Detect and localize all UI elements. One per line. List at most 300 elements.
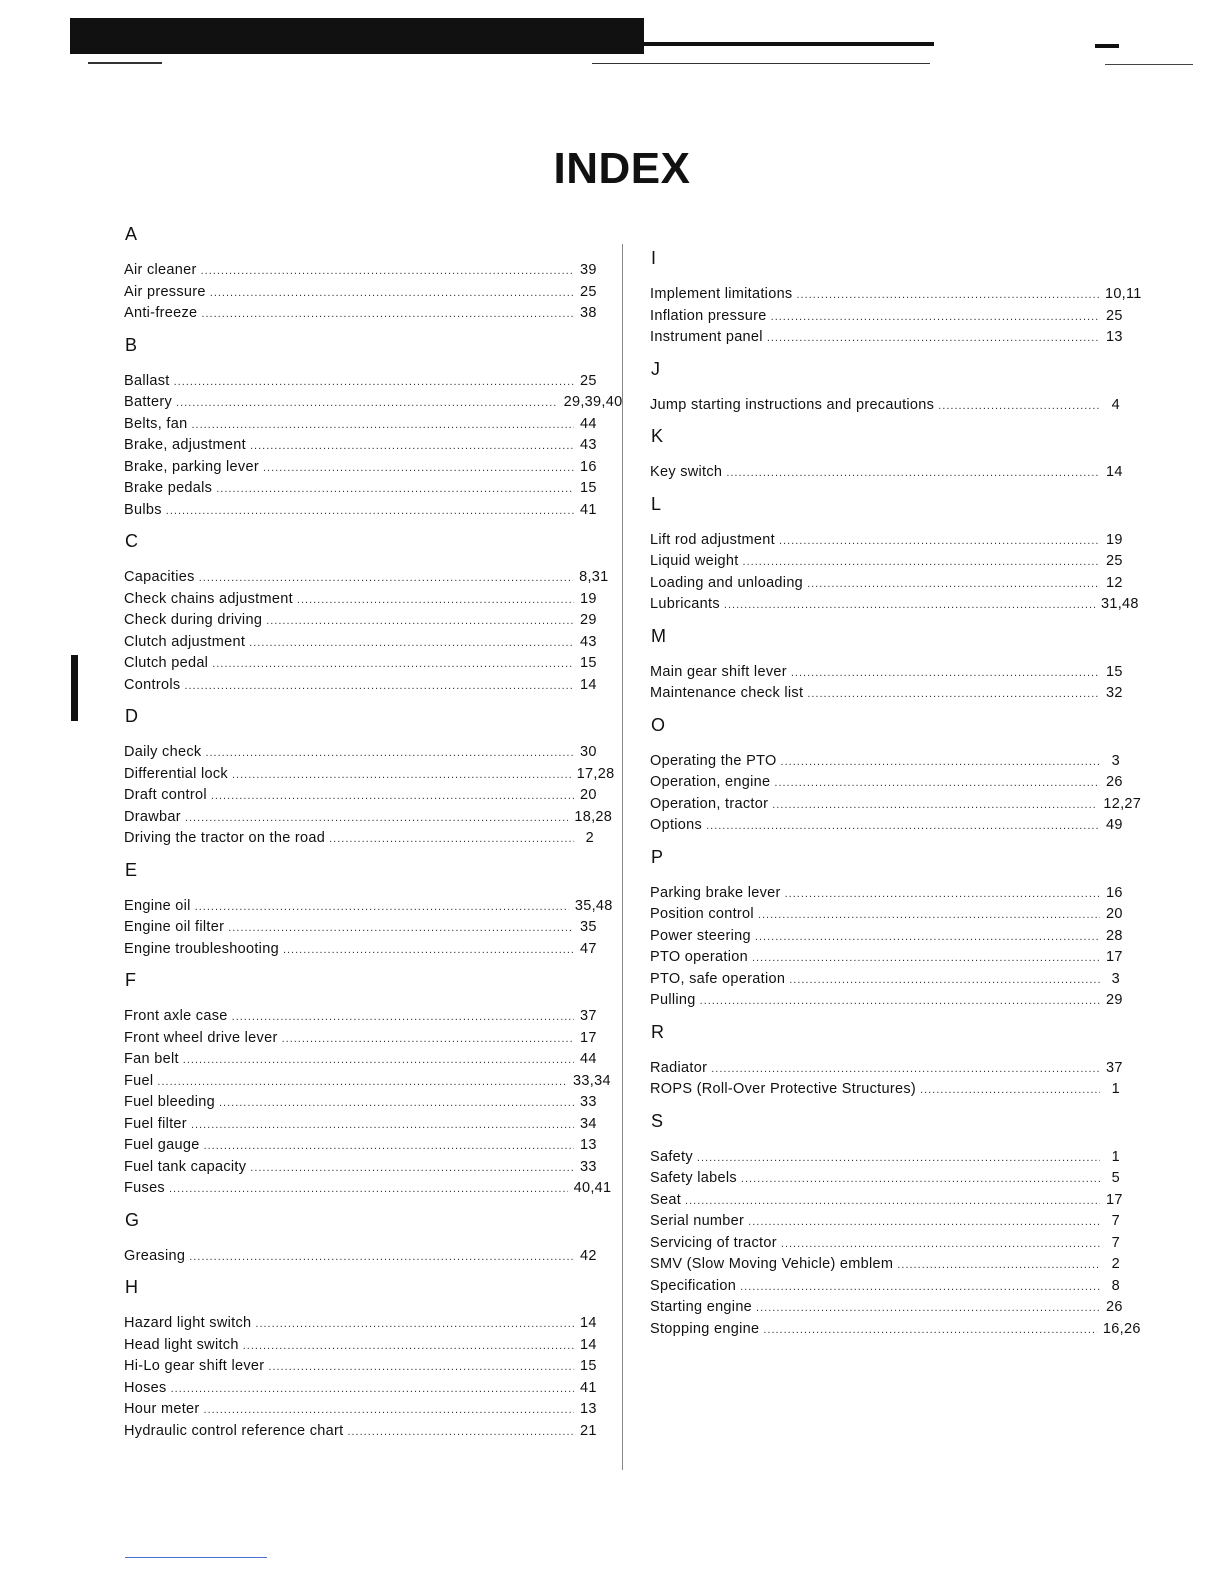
entry-term: Brake, parking lever [124,458,259,475]
dot-leader [216,479,574,501]
entry-term: Fuses [124,1180,165,1196]
index-group-e [124,858,613,961]
index-entry [650,926,1123,948]
entry-list [650,395,1120,417]
index-entry [650,1319,1141,1341]
dot-leader [283,940,574,962]
entry-page: 49 [1106,817,1123,833]
entry-page: 16,26 [1102,1320,1141,1337]
dot-leader [166,501,574,523]
index-entry [124,282,597,304]
index-entry [124,675,597,697]
index-entry [124,1135,597,1157]
entry-list [650,284,1142,349]
dot-leader [195,897,569,919]
section-letter: L [651,493,662,514]
index-entry [650,395,1120,417]
index-group-o [650,713,1142,837]
dot-leader [201,261,574,283]
entry-page: 25 [580,283,597,300]
section-letter: G [125,1209,140,1230]
page-title: INDEX [553,144,691,193]
entry-page: 16 [580,458,597,475]
index-group-c [124,529,609,696]
entry-term: Operating the PTO [650,752,777,769]
entry-page: 18,28 [574,808,613,825]
index-entry [124,414,597,436]
dot-leader [711,1059,1100,1081]
index-entry [124,500,597,522]
entry-list [124,896,613,961]
entry-page: 15 [580,480,597,496]
entry-term: Inflation pressure [650,307,767,324]
entry-list [650,462,1123,484]
index-entry [124,785,597,807]
index-entry [650,594,1139,616]
entry-page: 33 [580,1158,597,1175]
index-entry [124,303,597,325]
entry-term: Operation, engine [650,774,771,790]
entry-page: 3 [1111,970,1120,987]
index-group-j [650,357,1120,417]
entry-term: Differential lock [124,765,228,782]
entry-list [124,742,615,850]
entry-list [650,662,1123,705]
section-letter: H [125,1277,138,1297]
index-entry [124,1071,611,1093]
entry-term: Clutch adjustment [124,633,246,650]
index-group-f [124,968,612,1200]
entry-page: 28 [1106,927,1123,944]
index-group-g [124,1208,597,1268]
dot-leader [157,1072,567,1094]
column-divider [622,244,623,1470]
index-entry [650,751,1120,773]
section-letter: J [651,358,660,379]
index-entry [650,327,1123,349]
index-entry [124,917,597,939]
index-group-l [650,492,1139,616]
entry-page: 42 [580,1247,597,1264]
entry-page: 35 [580,919,597,935]
entry-term: Starting engine [650,1299,753,1315]
index-entry [124,457,597,479]
entry-term: Engine oil [124,897,191,914]
index-entry [124,1178,612,1200]
entry-term: Lubricants [650,596,720,612]
entry-page: 39 [580,262,597,278]
dot-leader [266,611,574,633]
index-entry [124,742,597,764]
index-entry [124,478,597,500]
index-entry [124,260,597,282]
dot-leader [268,1357,574,1379]
entry-term: Specification [650,1277,737,1294]
index-entry [650,947,1123,969]
index-entry [124,939,597,961]
entry-page: 14 [580,1336,597,1353]
entry-page: 25 [580,372,597,389]
entry-list [124,1246,597,1268]
entry-term: Head light switch [124,1336,239,1353]
entry-term: Serial number [650,1213,745,1229]
section-letter: P [651,846,664,867]
entry-page: 14 [1106,464,1123,480]
entry-term: Belts, fan [124,415,188,432]
entry-page: 41 [580,501,597,518]
entry-page: 38 [580,305,597,321]
entry-term: Liquid weight [650,553,739,569]
index-entry [124,896,613,918]
header-mark-right [1095,44,1119,48]
entry-term: Front wheel drive lever [124,1029,278,1046]
index-entry [650,1058,1123,1080]
dot-leader [700,991,1100,1013]
dot-leader [250,1158,574,1180]
entry-term: Hydraulic control reference chart [124,1422,344,1439]
entry-term: Fuel bleeding [124,1094,215,1110]
dot-leader [184,676,574,698]
entry-term: Capacities [124,569,195,585]
entry-page: 35,48 [574,897,613,914]
entry-list [650,530,1139,616]
dot-leader [791,663,1100,685]
index-entry [650,284,1142,306]
entry-page: 8 [1111,1277,1120,1294]
dot-leader [920,1080,1100,1102]
index-column-right [650,246,1142,1348]
entry-term: PTO operation [650,949,748,965]
section-letter: M [651,625,666,646]
index-entry [650,772,1123,794]
dot-leader [774,773,1100,795]
index-entry [124,567,609,589]
entry-term: Controls [124,676,181,693]
dot-leader [724,595,1095,617]
dot-leader [169,1179,568,1201]
index-entry [650,462,1123,484]
index-group-d [124,704,615,850]
entry-term: Air pressure [124,283,206,300]
dot-leader [756,1298,1100,1320]
index-entry [124,1049,597,1071]
entry-page: 15 [1106,663,1123,680]
dot-leader [250,436,574,458]
dot-leader [176,393,558,415]
entry-page: 41 [580,1379,597,1396]
header-rule-left [88,62,162,64]
entry-page: 13 [580,1137,597,1153]
dot-leader [183,1050,574,1072]
entry-term: SMV (Slow Moving Vehicle) emblem [650,1256,894,1272]
dot-leader [282,1029,574,1051]
index-entry [124,653,597,675]
entry-term: Front axle case [124,1008,228,1024]
dot-leader [752,948,1100,970]
section-letter: B [125,334,138,355]
dot-leader [726,463,1100,485]
dot-leader [781,752,1100,774]
entry-page: 19 [1106,531,1123,548]
entry-term: Battery [124,394,173,410]
index-entry [650,1297,1123,1319]
dot-leader [771,307,1100,329]
entry-list [650,1058,1123,1101]
dot-leader [741,1169,1100,1191]
entry-page: 33 [580,1094,597,1110]
entry-page: 20 [580,787,597,803]
entry-list [124,567,609,696]
entry-page: 14 [580,1315,597,1331]
section-letter: D [125,706,138,726]
dot-leader [797,285,1099,307]
index-entry [124,1378,597,1400]
dot-leader [897,1255,1100,1277]
entry-term: Maintenance check list [650,685,804,701]
entry-term: Air cleaner [124,262,197,278]
index-entry [124,828,594,850]
entry-term: Engine oil filter [124,919,225,935]
entry-term: Operation, tractor [650,795,769,812]
index-entry [650,306,1123,328]
index-entry [124,1246,597,1268]
entry-page: 40,41 [573,1180,612,1196]
entry-list [124,1313,597,1442]
index-entry [650,530,1123,552]
section-letter: R [651,1021,664,1042]
dot-leader [171,1379,574,1401]
entry-list [650,1147,1141,1341]
index-entry [124,1399,597,1421]
dot-leader [205,743,574,765]
index-entry [124,435,597,457]
index-entry [650,794,1142,816]
entry-page: 3 [1111,752,1120,769]
index-group-h [124,1275,597,1442]
entry-term: Implement limitations [650,286,793,302]
entry-term: Power steering [650,927,751,944]
entry-term: Hour meter [124,1401,200,1417]
entry-page: 29 [580,612,597,628]
dot-leader [697,1148,1100,1170]
dot-leader [199,568,573,590]
index-group-i [650,246,1142,349]
entry-page: 19 [580,590,597,607]
entry-page: 21 [580,1422,597,1439]
entry-term: Safety [650,1148,693,1165]
entry-page: 17 [1106,949,1123,965]
index-entry [124,1356,597,1378]
dot-leader [743,552,1100,574]
entry-list [124,371,623,522]
entry-list [124,1006,612,1200]
index-entry [650,904,1123,926]
index-group-k [650,424,1123,484]
entry-page: 10,11 [1104,286,1142,302]
index-entry [124,1157,597,1179]
dot-leader [772,795,1097,817]
index-group-b [124,333,623,522]
entry-term: Check chains adjustment [124,590,293,607]
index-entry [650,1168,1120,1190]
index-entry [650,883,1123,905]
section-letter: C [125,531,138,551]
index-entry [650,815,1123,837]
entry-page: 26 [1106,774,1123,790]
dot-leader [212,654,574,676]
dot-leader [191,415,574,437]
entry-term: Hazard light switch [124,1315,252,1331]
dot-leader [789,970,1100,992]
index-entry [124,1006,597,1028]
entry-page: 17 [1106,1191,1123,1208]
dot-leader [297,590,574,612]
entry-term: Greasing [124,1247,186,1264]
index-entry [124,1335,597,1357]
index-group-s [650,1109,1141,1341]
dot-leader [748,1212,1100,1234]
binder-mark [71,655,78,721]
entry-page: 47 [580,940,597,957]
entry-page: 29 [1106,992,1123,1008]
entry-term: Parking brake lever [650,884,781,901]
dot-leader [807,684,1100,706]
entry-page: 37 [1106,1059,1123,1076]
entry-page: 5 [1111,1170,1120,1186]
entry-page: 43 [580,633,597,650]
dot-leader [204,1400,574,1422]
index-group-p [650,845,1123,1012]
entry-term: Safety labels [650,1170,737,1186]
index-entry [124,632,597,654]
entry-list [650,883,1123,1012]
dot-leader [706,816,1100,838]
header-bar-tail [644,42,934,46]
entry-term: Jump starting instructions and precautions [650,396,935,413]
index-entry [124,1313,597,1335]
dot-leader [210,283,574,305]
dot-leader [201,304,574,326]
index-group-a [124,222,597,325]
entry-term: Draft control [124,787,207,803]
index-column-left [124,222,623,1450]
dot-leader [263,458,574,480]
dot-leader [255,1314,574,1336]
entry-term: Drawbar [124,808,181,825]
index-entry [124,610,597,632]
entry-term: Anti-freeze [124,305,198,321]
dot-leader [232,1007,574,1029]
entry-term: ROPS (Roll-Over Protective Structures) [650,1081,917,1097]
entry-page: 17,28 [576,765,615,782]
dot-leader [249,633,574,655]
dot-leader [779,531,1100,553]
entry-term: Fuel filter [124,1115,187,1132]
section-letter: A [125,224,138,244]
index-entry [650,1079,1120,1101]
entry-page: 33,34 [573,1072,611,1089]
entry-page: 7 [1111,1234,1120,1251]
entry-term: Loading and unloading [650,574,804,591]
entry-term: Fan belt [124,1051,179,1067]
entry-page: 17 [580,1029,597,1046]
dot-leader [755,927,1100,949]
index-entry [650,1276,1120,1298]
entry-term: Fuel gauge [124,1137,200,1153]
entry-page: 15 [580,655,597,671]
index-entry [650,573,1123,595]
entry-page: 7 [1111,1213,1120,1229]
index-entry [124,1092,597,1114]
entry-page: 44 [580,1051,597,1067]
entry-page: 34 [580,1115,597,1132]
dot-leader [347,1422,574,1444]
entry-page: 26 [1106,1299,1123,1315]
index-entry [650,1233,1120,1255]
entry-page: 4 [1111,396,1120,413]
index-entry [650,662,1123,684]
entry-page: 12,27 [1103,795,1142,812]
entry-term: Hi-Lo gear shift lever [124,1358,265,1374]
entry-term: Main gear shift lever [650,663,787,680]
entry-page: 12 [1106,574,1123,591]
index-entry [124,1114,597,1136]
entry-page: 43 [580,437,597,453]
entry-term: Radiator [650,1059,708,1076]
entry-page: 13 [1106,329,1123,345]
entry-term: Fuel [124,1072,154,1089]
dot-leader [219,1093,574,1115]
index-entry [124,764,615,786]
entry-page: 29,39,40 [563,394,623,410]
entry-term: Fuel tank capacity [124,1158,247,1175]
section-letter: S [651,1110,664,1131]
entry-page: 25 [1106,553,1123,569]
entry-page: 44 [580,415,597,432]
entry-term: Options [650,817,703,833]
dot-leader [243,1336,574,1358]
entry-term: Pulling [650,992,696,1008]
section-letter: F [125,970,136,990]
entry-term: Engine troubleshooting [124,940,279,957]
entry-list [650,751,1142,837]
entry-term: Servicing of tractor [650,1234,777,1251]
entry-term: Instrument panel [650,329,763,345]
dot-leader [211,786,574,808]
entry-page: 1 [1111,1081,1120,1097]
dot-leader [767,328,1100,350]
header-rule-center [592,63,930,64]
index-entry [650,683,1123,705]
entry-page: 13 [580,1401,597,1417]
index-entry [124,392,623,414]
entry-page: 25 [1106,307,1123,324]
index-entry [124,1028,597,1050]
index-entry [124,807,613,829]
entry-term: Hoses [124,1379,167,1396]
index-entry [650,1254,1120,1276]
header-bar [70,18,644,54]
index-entry [650,1211,1120,1233]
entry-term: Ballast [124,372,170,389]
header-rule-right [1105,64,1193,65]
index-group-r [650,1020,1123,1101]
entry-term: Daily check [124,744,202,760]
entry-term: Check during driving [124,612,263,628]
entry-term: Driving the tractor on the road [124,830,326,846]
dot-leader [785,884,1100,906]
index-entry [124,1421,597,1443]
